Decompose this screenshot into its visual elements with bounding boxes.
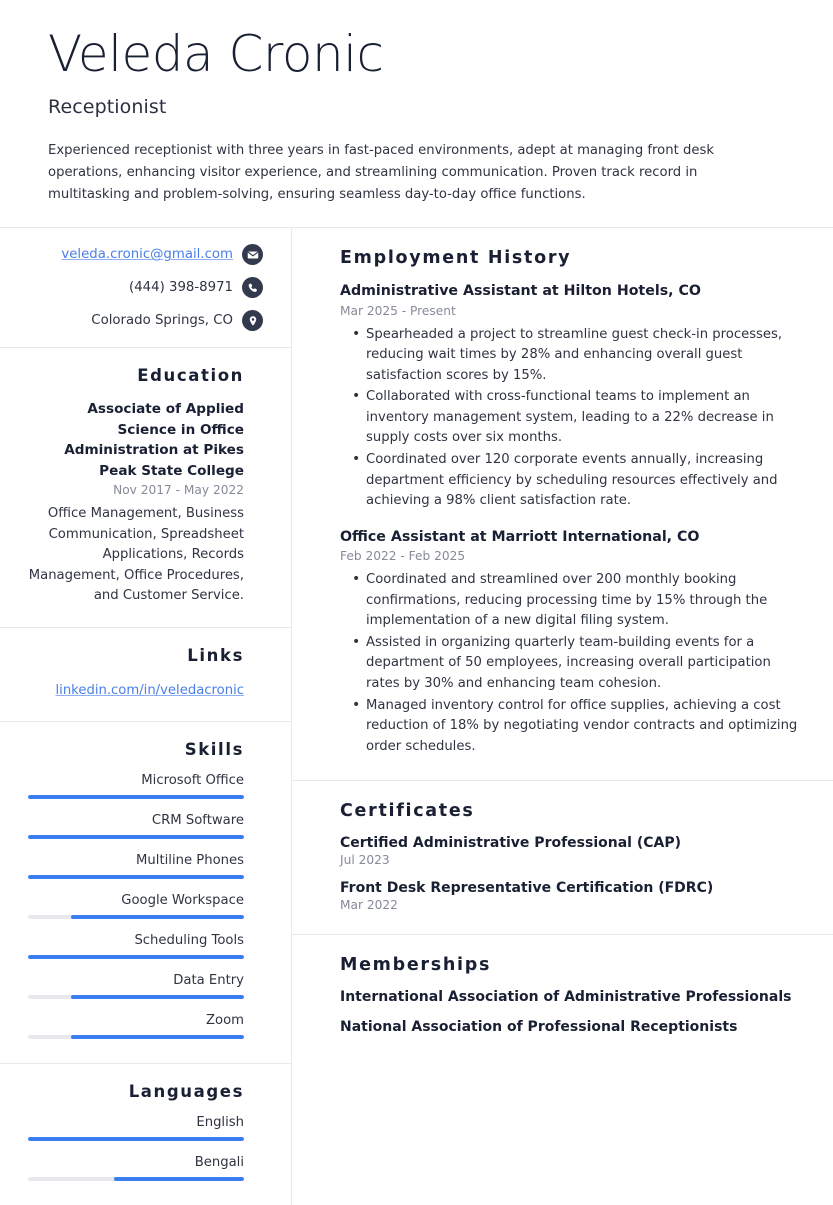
job-bullet: • Assisted in organizing quarterly team-building events for a department of 50 employees, increasing overall participation rates by 30% and enhancing team cohesion. [366, 633, 803, 695]
certificate-date: Mar 2022 [340, 898, 398, 913]
skill-label: Multiline Phones [136, 853, 244, 868]
envelope-icon [242, 244, 263, 265]
skill-label: Zoom [205, 1013, 244, 1028]
skill-item [28, 773, 244, 799]
job-bullets [340, 570, 803, 757]
education-dates: Nov 2017 - May 2022 [113, 482, 244, 497]
skills-heading: Skills [184, 740, 244, 759]
sidebar [0, 228, 292, 1205]
language-label: English [196, 1115, 244, 1130]
certificate-date: Jul 2023 [340, 853, 390, 868]
education-block [0, 348, 291, 628]
main-column [292, 228, 833, 1205]
skill-item [28, 973, 244, 999]
location-pin-icon [242, 310, 263, 331]
skill-label: Google Workspace [121, 893, 244, 908]
job-bullet: • Coordinated and streamlined over 200 monthly booking confirmations, reducing processing time by 15% through the implementation of a new digital filing system. [366, 570, 803, 632]
candidate-name: Veleda Cronic [48, 25, 384, 83]
contact-row-phone [28, 277, 263, 298]
skill-level-fill [28, 955, 244, 959]
memberships-heading: Memberships [340, 955, 492, 976]
skills-block [0, 722, 291, 1064]
skill-item [28, 813, 244, 839]
memberships-block [292, 935, 833, 1057]
job-role: Administrative Assistant at Hilton Hotels, CO [340, 283, 701, 300]
language-label: Bengali [194, 1155, 244, 1170]
skill-label: Microsoft Office [141, 773, 244, 788]
skill-item [28, 933, 244, 959]
email-link[interactable]: veleda.cronic@gmail.com [61, 247, 233, 263]
contact-row-location [28, 310, 263, 331]
location-text: Colorado Springs, CO [91, 313, 233, 329]
job-bullet: • Spearheaded a project to streamline guest check-in processes, reducing wait times by 28% and enhancing overall guest satisfaction scores by 15%. [366, 325, 803, 387]
skill-level-fill [71, 915, 244, 919]
skill-level-track [28, 955, 244, 959]
certificates-heading: Certificates [340, 801, 475, 822]
job-entry [340, 528, 803, 758]
skill-item [28, 853, 244, 879]
education-heading: Education [137, 366, 244, 386]
certificate-entry [340, 835, 803, 867]
certificate-name: Front Desk Representative Certification (FDRC) [340, 880, 714, 897]
skill-level-track [28, 995, 244, 999]
skill-level-fill [28, 795, 244, 799]
skill-item [28, 893, 244, 919]
job-dates: Mar 2025 - Present [340, 303, 456, 318]
skill-level-track [28, 875, 244, 879]
languages-block [0, 1064, 291, 1205]
employment-history-block [292, 228, 833, 781]
certificates-block [292, 781, 833, 935]
membership-entry: National Association of Professional Receptionists [340, 1019, 738, 1036]
job-role: Office Assistant at Marriott International, CO [340, 528, 700, 545]
job-entry [340, 282, 803, 512]
skill-level-fill [28, 835, 244, 839]
candidate-job-title: Receptionist [48, 96, 167, 118]
education-degree: Associate of Applied Science in Office Administration at Pikes Peak State College [64, 401, 244, 479]
skill-level-fill [28, 875, 244, 879]
language-level-fill [28, 1137, 244, 1141]
professional-summary: Experienced receptionist with three years in fast-paced environments, adept at managing front desk operations, enhancing visitor experience, and streamlining communication. Proven track record in multitasking and problem-solving, ensuring seamless day-to-day office functions. [48, 143, 714, 202]
contact-row-email[interactable] [28, 244, 263, 265]
skill-label: Scheduling Tools [134, 933, 244, 948]
skill-label: Data Entry [173, 973, 244, 988]
language-level-track [28, 1137, 244, 1141]
employment-history-heading: Employment History [340, 248, 572, 269]
certificate-name: Certified Administrative Professional (CAP) [340, 835, 682, 852]
job-bullet: • Managed inventory control for office supplies, achieving a cost reduction of 18% by negotiating vendor contracts and optimizing order schedules. [366, 696, 803, 758]
resume-body [0, 228, 833, 1205]
skill-level-fill [71, 995, 244, 999]
job-bullet: • Collaborated with cross-functional teams to implement an inventory management system, leading to a 22% decrease in supply costs over six months. [366, 387, 803, 449]
language-item [28, 1115, 244, 1141]
skill-level-track [28, 835, 244, 839]
job-bullets [340, 325, 803, 512]
education-description: Office Management, Business Communication, Spreadsheet Applications, Records Management, Office Procedures, and Customer Service. [28, 505, 244, 604]
skill-level-track [28, 795, 244, 799]
membership-entry: International Association of Administrative Professionals [340, 989, 792, 1006]
job-dates: Feb 2022 - Feb 2025 [340, 549, 466, 564]
phone-number: (444) 398-8971 [129, 280, 233, 296]
skill-level-track [28, 915, 244, 919]
phone-icon [242, 277, 263, 298]
skill-label: CRM Software [151, 813, 244, 828]
link-item-linkedin[interactable]: linkedin.com/in/veledacronic [55, 682, 244, 698]
resume-header [0, 0, 833, 228]
links-heading: Links [187, 645, 244, 665]
job-bullet: • Coordinated over 120 corporate events annually, increasing department efficiency by scheduling resources effectively and achieving a 98% client satisfaction rate. [366, 450, 803, 512]
skill-level-fill [71, 1035, 244, 1039]
links-list [28, 679, 244, 701]
language-item [28, 1155, 244, 1181]
links-block [0, 628, 291, 722]
contact-block [0, 228, 291, 348]
skill-item [28, 1013, 244, 1039]
certificate-entry [340, 880, 803, 912]
languages-heading: Languages [128, 1082, 244, 1101]
skill-level-track [28, 1035, 244, 1039]
